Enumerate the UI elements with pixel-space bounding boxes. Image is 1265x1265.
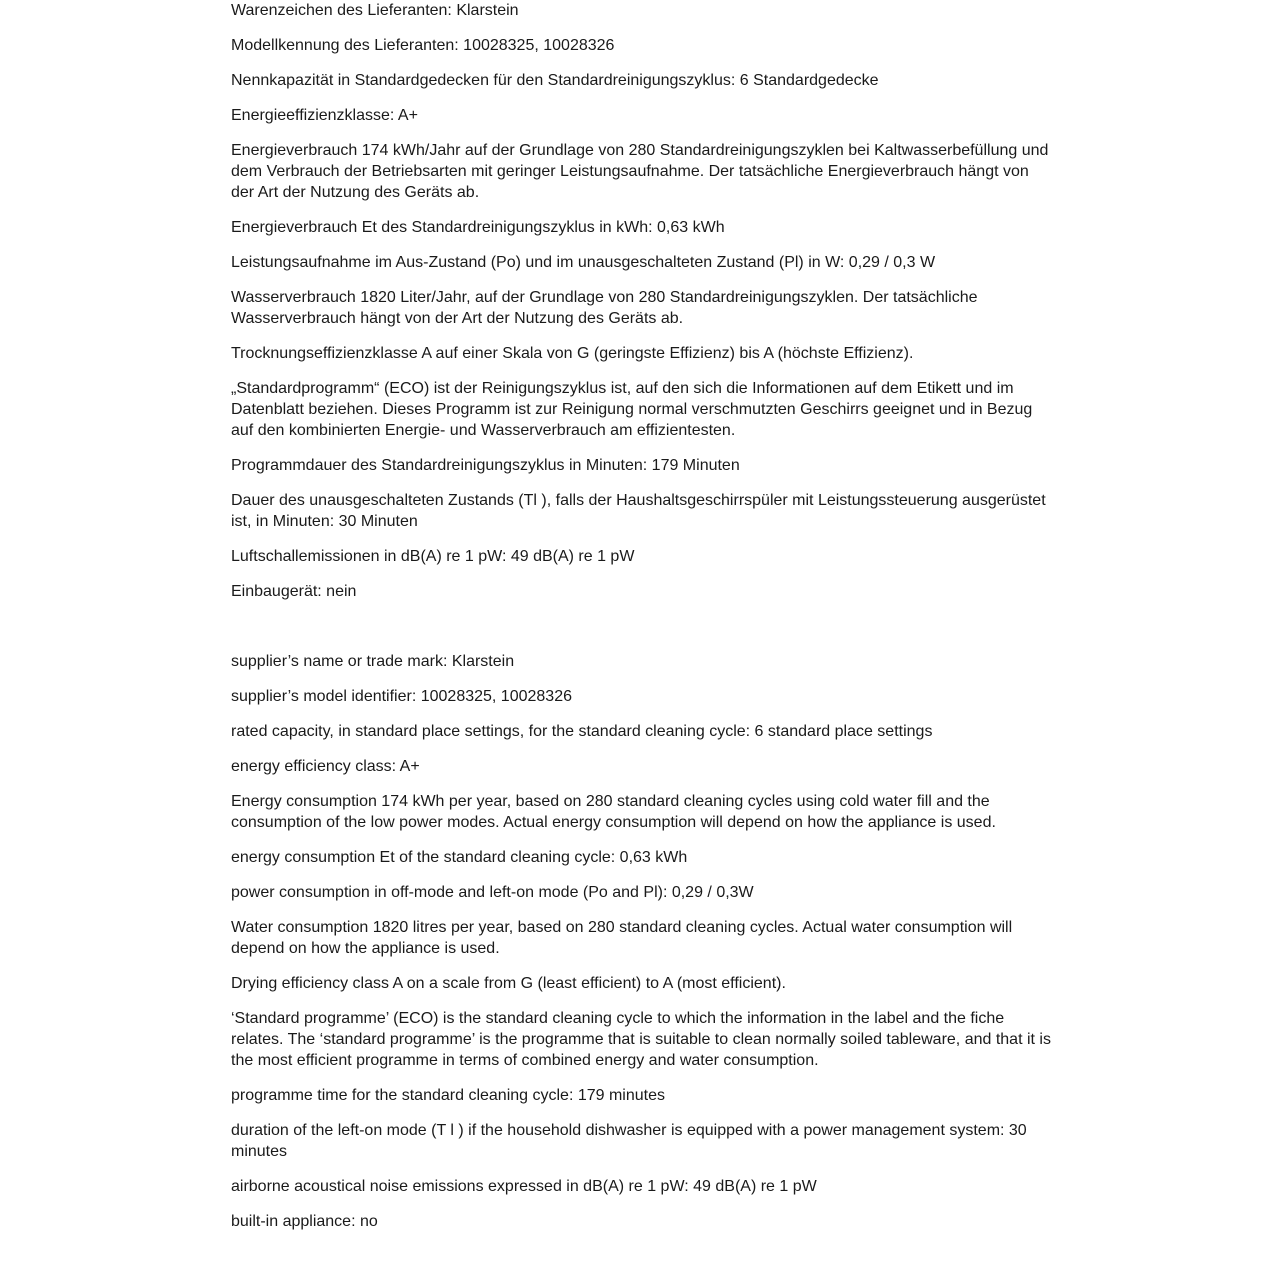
de-built-in: Einbaugerät: nein	[231, 583, 357, 600]
en-cycle-energy-consumption: energy consumption Et of the standard cleaning cycle: 0,63 kWh	[231, 849, 688, 866]
en-energy-efficiency-class: energy efficiency class: A+	[231, 758, 420, 775]
en-built-in: built-in appliance: no	[231, 1213, 378, 1230]
de-trademark: Warenzeichen des Lieferanten: Klarstein	[231, 2, 519, 19]
product-fiche-page	[231, 0, 1051, 1246]
de-cycle-energy-consumption: Energieverbrauch Et des Standardreinigungszyklus in kWh: 0,63 kWh	[231, 219, 725, 236]
en-annual-energy-consumption: Energy consumption 174 kWh per year, based on 280 standard cleaning cycles using cold water fill and the consumption of the low power modes. Actual energy consumption will depend on how the appliance is used.	[231, 793, 996, 831]
de-power-consumption: Leistungsaufnahme im Aus-Zustand (Po) und im unausgeschalteten Zustand (Pl) in W: 0,29 / 0,3 W	[231, 254, 936, 271]
de-programme-time: Programmdauer des Standardreinigungszyklus in Minuten: 179 Minuten	[231, 457, 740, 474]
de-energy-efficiency-class: Energieeffizienzklasse: A+	[231, 107, 418, 124]
en-water-consumption: Water consumption 1820 litres per year, based on 280 standard cleaning cycles. Actual water consumption will depend on how the appliance is used.	[231, 919, 1013, 957]
en-standard-programme: ‘Standard programme’ (ECO) is the standard cleaning cycle to which the information in the label and the fiche relates. The ‘standard programme’ is the programme that is suitable to clean normally soiled tableware, and that it is the most efficient programme in terms of combined energy and water consumption.	[231, 1010, 1051, 1069]
de-annual-energy-consumption: Energieverbrauch 174 kWh/Jahr auf der Grundlage von 280 Standardreinigungszyklen bei Kaltwasserbefüllung und dem Verbrauch der Betriebsarten mit geringer Leistungsaufnahme. Der tatsächliche Energieverbrauch hängt von der Art der Nutzung des Geräts ab.	[231, 142, 1049, 201]
en-left-on-duration: duration of the left-on mode (T l ) if the household dishwasher is equipped with a power management system: 30 minutes	[231, 1122, 1027, 1160]
en-power-consumption: power consumption in off-mode and left-on mode (Po and Pl): 0,29 / 0,3W	[231, 884, 754, 901]
en-programme-time: programme time for the standard cleaning cycle: 179 minutes	[231, 1087, 665, 1104]
en-drying-efficiency: Drying efficiency class A on a scale from G (least efficient) to A (most efficient).	[231, 975, 786, 992]
en-noise-emissions: airborne acoustical noise emissions expressed in dB(A) re 1 pW: 49 dB(A) re 1 pW	[231, 1178, 817, 1195]
de-noise-emissions: Luftschallemissionen in dB(A) re 1 pW: 49 dB(A) re 1 pW	[231, 548, 635, 565]
german-section	[231, 0, 1051, 602]
en-trademark: supplier’s name or trade mark: Klarstein	[231, 653, 515, 670]
de-drying-efficiency: Trocknungseffizienzklasse A auf einer Skala von G (geringste Effizienz) bis A (höchste Effizienz).	[231, 345, 914, 362]
de-rated-capacity: Nennkapazität in Standardgedecken für den Standardreinigungszyklus: 6 Standardgedecke	[231, 72, 879, 89]
en-rated-capacity: rated capacity, in standard place settings, for the standard cleaning cycle: 6 standard place settings	[231, 723, 933, 740]
de-water-consumption: Wasserverbrauch 1820 Liter/Jahr, auf der Grundlage von 280 Standardreinigungszyklen. Der tatsächliche Wasserverbrauch hängt von der Art der Nutzung des Geräts ab.	[231, 289, 978, 327]
section-spacer	[231, 616, 1051, 651]
de-standard-programme: „Standardprogramm“ (ECO) ist der Reinigungszyklus ist, auf den sich die Informationen auf dem Etikett und im Datenblatt beziehen. Dieses Programm ist zur Reinigung normal verschmutzten Geschirrs geeignet und in Bezug auf den kombinierten Energie- und Wasserverbrauch am effizientesten.	[231, 380, 1033, 439]
english-section	[231, 651, 1051, 1232]
de-model-identifier: Modellkennung des Lieferanten: 10028325, 10028326	[231, 37, 615, 54]
en-model-identifier: supplier’s model identifier: 10028325, 10028326	[231, 688, 572, 705]
de-left-on-duration: Dauer des unausgeschalteten Zustands (Tl ), falls der Haushaltsgeschirrspüler mit Leistungssteuerung ausgerüstet ist, in Minuten: 30 Minuten	[231, 492, 1046, 530]
